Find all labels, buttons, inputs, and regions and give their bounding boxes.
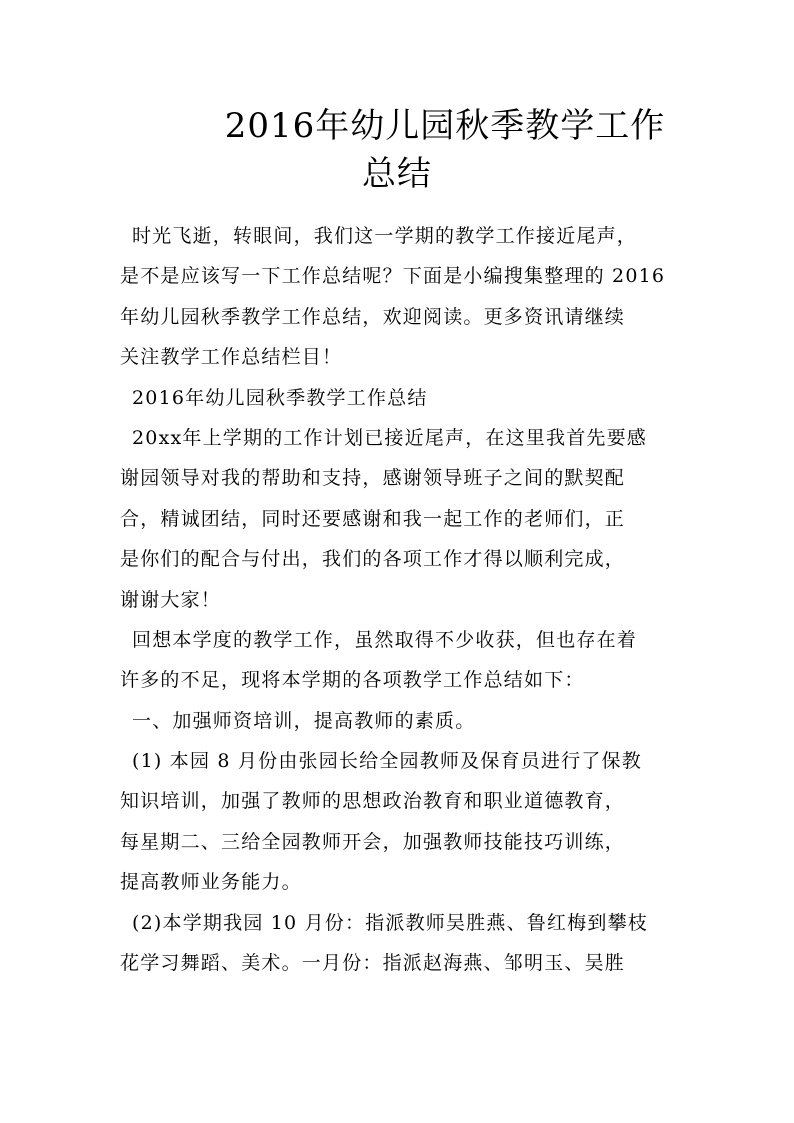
body-line: 提高教师业务能力。 — [120, 871, 302, 894]
body-line: 20xx年上学期的工作计划已接近尾声，在这里我首先要感 — [132, 426, 648, 449]
body-line: 时光飞逝，转眼间，我们这一学期的教学工作接近尾声， — [132, 225, 638, 247]
body-line: 是你们的配合与付出，我们的各项工作才得以顺利完成， — [120, 548, 626, 571]
document-title-line-2: 总结 — [362, 154, 432, 194]
body-line: 谢园领导对我的帮助和支持，感谢领导班子之间的默契配 — [120, 467, 626, 490]
body-line: (1) 本园 8 月份由张园长给全园教师及保育员进行了保教 — [132, 750, 642, 773]
body-line: 合，精诚团结，同时还要感谢和我一起工作的老师们，正 — [120, 507, 626, 530]
body-line: 知识培训，加强了教师的思想政治教育和职业道德教育， — [120, 790, 626, 813]
body-line: 谢谢大家！ — [120, 588, 222, 611]
body-line: 每星期二、三给全园教师开会，加强教师技能技巧训练， — [120, 830, 626, 853]
document-body — [120, 216, 685, 983]
body-line: 是不是应该写一下工作总结呢？下面是小编搜集整理的 2016 — [120, 265, 666, 288]
body-line: 许多的不足，现将本学期的各项教学工作总结如下： — [120, 669, 585, 692]
body-line: 回想本学度的教学工作，虽然取得不少收获，但也存在着 — [132, 628, 638, 651]
document-title-line-1: 2016年幼儿园秋季教学工作 — [224, 106, 666, 146]
section-heading: 一、加强师资培训，提高教师的素质。 — [132, 709, 476, 732]
section-heading: 2016年幼儿园秋季教学工作总结 — [132, 386, 428, 409]
body-line: 花学习舞蹈、美术。一月份：指派赵海燕、邹明玉、吴胜 — [120, 952, 626, 975]
body-line: 关注教学工作总结栏目！ — [120, 346, 343, 369]
body-line: 年幼儿园秋季教学工作总结，欢迎阅读。更多资讯请继续 — [120, 305, 626, 328]
body-line: (2)本学期我园 10 月份：指派教师吴胜燕、鲁红梅到攀枝 — [132, 911, 648, 934]
